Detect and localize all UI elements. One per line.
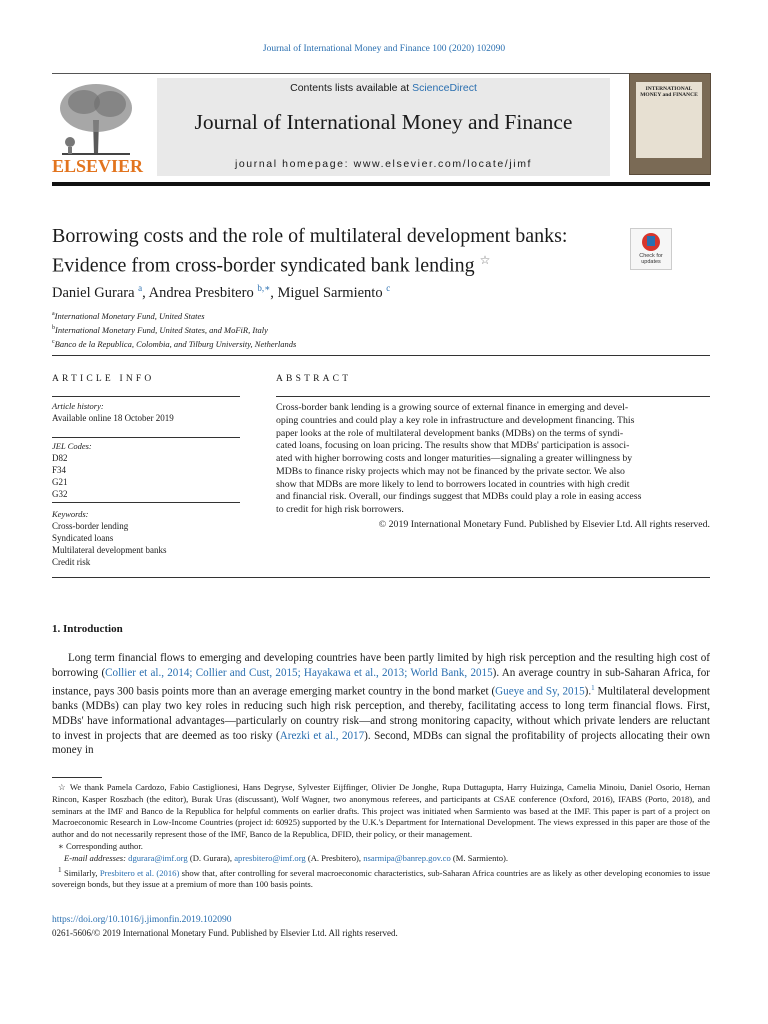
- elsevier-wordmark: ELSEVIER: [52, 156, 144, 176]
- header-top-rule: [52, 73, 710, 74]
- email-addresses: [52, 853, 710, 865]
- elsevier-logo[interactable]: [52, 78, 152, 178]
- abstract-line: and financial risk. Overall, our findings suggest that MDBs could play a role in easing access: [276, 491, 642, 503]
- body-text: ). An average country in sub-Saharan Africa, for instance, pays 300 basis points more than an average emerging market country in the bond market (: [52, 666, 710, 698]
- body-text: ). Second, MDBs can signal the profitability of projects allocating their own money in: [52, 729, 711, 757]
- email-link[interactable]: apresbitero@imf.org: [234, 852, 306, 863]
- footnote-corresponding: [52, 841, 710, 853]
- jel-heading: JEL Codes:: [52, 441, 92, 451]
- citation-link[interactable]: Collier et al., 2014; Collier and Cust, 2015; Hayakawa et al., 2013; World Bank, 2015: [105, 666, 493, 679]
- email-owner: (A. Presbitero),: [305, 852, 364, 863]
- journal-cover-thumbnail[interactable]: [629, 73, 711, 175]
- issn-copyright: 0261-5606/© 2019 International Monetary Fund. Published by Elsevier Ltd. All rights reserved.: [52, 928, 398, 938]
- divider: [52, 355, 710, 356]
- abstract-line: cated loans, focusing on loan pricing. The results show that MDBs' participation is associ-: [276, 440, 630, 452]
- abstract-body: [276, 402, 710, 517]
- footnote-mark: ∗: [58, 840, 64, 851]
- footnote-mark: 1: [58, 865, 62, 874]
- affiliation-item: [52, 308, 296, 322]
- contents-line: [157, 82, 610, 94]
- email-link[interactable]: nsarmipa@banrep.gov.co: [363, 852, 451, 863]
- jel-code: G21: [52, 477, 68, 487]
- author-affiliation-mark[interactable]: a: [138, 283, 143, 293]
- affiliation-text: International Monetary Fund, United States: [54, 310, 205, 321]
- author-affiliation-mark[interactable]: b,∗: [257, 283, 271, 293]
- journal-title: Journal of International Money and Finance: [194, 110, 573, 134]
- email-link[interactable]: dgurara@imf.org: [128, 852, 188, 863]
- history-date: Available online 18 October 2019: [52, 413, 174, 423]
- journal-homepage[interactable]: journal homepage: www.elsevier.com/locate/jimf: [234, 158, 533, 170]
- abstract-copyright: © 2019 International Monetary Fund. Published by Elsevier Ltd. All rights reserved.: [378, 519, 710, 530]
- jel-code: D82: [52, 453, 68, 463]
- divider: [52, 502, 240, 503]
- affiliation-mark: b: [52, 324, 55, 331]
- abstract-label: ABSTRACT: [276, 374, 352, 384]
- affiliation-text: International Monetary Fund, United States, and MoFiR, Italy: [55, 324, 268, 335]
- article-history: [52, 400, 242, 424]
- footnote-text: show that, after controlling for several macroeconomic characteristics, sub-Saharan Africa countries are as likely as other developing economies to issue sovereign bonds, but they issue at a premium of more than 100 basis points.: [52, 867, 711, 890]
- affiliation-item: [52, 336, 296, 350]
- check-for-updates-badge[interactable]: [630, 228, 672, 270]
- abstract-line: paper looks at the role of multilateral development banks (MDBs) on the terms of syndi-: [276, 427, 624, 439]
- divider: [52, 577, 710, 578]
- citation-link[interactable]: Gueye and Sy, 2015: [495, 685, 585, 698]
- paragraph: [52, 651, 710, 758]
- keywords: [52, 508, 242, 568]
- author-name: Miguel Sarmiento: [277, 284, 383, 301]
- author-list: Daniel Gurara $^a$, Andrea Presbitero $^{b,∗}$, Miguel Sarmiento $^c$: [52, 283, 391, 301]
- author-name: Daniel Gurara: [52, 284, 135, 301]
- email-owner: (M. Sarmiento).: [450, 852, 509, 863]
- body-text: Multilateral development banks (MDBs) can play two key roles in reducing such high risk perception, and thereby, facilitating access to long term financial flows. First, MDBs' have informational advantages—particularly on country risk—and strong monitoring capacity, without which private lenders are reluctant to invest in projects that are deemed as too risky (: [52, 685, 711, 742]
- abstract-line: show that MDBs are more likely to lend to borrowers located in countries with high credit: [276, 478, 630, 490]
- footnote-rule: [52, 777, 102, 778]
- footnote-star: [52, 782, 710, 841]
- doi-link[interactable]: https://doi.org/10.1016/j.jimonfin.2019.102090: [52, 915, 232, 925]
- body-text: Long term financial flows to emerging and developing countries have been partly limited by high risk perception and the resulting high cost of borrowing (: [52, 652, 710, 679]
- jel-codes: [52, 440, 242, 500]
- keyword: Credit risk: [52, 557, 91, 567]
- header-bottom-rule: [52, 182, 710, 186]
- divider: [52, 437, 240, 438]
- keywords-heading: Keywords:: [52, 509, 89, 519]
- abstract-line: ated with higher borrowing costs and longer maturities—signaling a greater willingness by: [276, 453, 633, 464]
- keyword: Multilateral development banks: [52, 545, 167, 555]
- footnote-text: We thank Pamela Cardozo, Fabio Castiglionesi, Hans Degryse, Sylvester Eijffinger, Olivier De Jonghe, Rupa Duttagupta, Harry Huizinga, Camelia Minoiu, Daniel Osorio, Hernan Rincon, Kasper Roszbach (the editor), Burak Uras (discussant), Wolf Wagner, two anonymous referees, and participants at CSAE conference (Oxford, 2016), IFABS (Porto, 2018), and seminars at the IMF and Banco de la Republica for helpful comments on earlier drafts. This project was initiated when Sarmiento was based at the IMF. This paper is part of a project on Macroeconomic Research in Low-Income Countries (project id: 60925) supported by the U.K.'s Department for International Development. The views expressed in this paper are those of the author and do not necessarily represent those of the IMF, Banco de la Republica, DFID, their policy, or their management.: [52, 782, 710, 840]
- sciencedirect-link[interactable]: ScienceDirect: [412, 82, 477, 94]
- footnote-text: Similarly,: [63, 867, 100, 878]
- bookmark-icon: [647, 236, 655, 246]
- jel-code: F34: [52, 465, 67, 475]
- abstract-line: to credit for high risk borrowers.: [276, 504, 404, 515]
- author-affiliation-mark[interactable]: c: [386, 283, 391, 293]
- author-name: Andrea Presbitero: [148, 284, 254, 301]
- footnotes: [52, 782, 710, 891]
- citation-link[interactable]: Arezki et al., 2017: [279, 729, 365, 742]
- introduction-paragraph: [52, 651, 710, 758]
- history-heading: Article history:: [52, 401, 104, 411]
- jel-code: G32: [52, 489, 68, 499]
- affiliation-list: [52, 308, 296, 349]
- body-text: ).: [584, 685, 592, 698]
- abstract-line: MDBs to finance risky projects which may not be financed by the private sector. We also: [276, 465, 625, 477]
- divider: [52, 396, 240, 397]
- contents-prefix: Contents lists available at: [290, 82, 413, 94]
- title-footnote-star[interactable]: ☆: [479, 253, 491, 267]
- cover-title: INTERNATIONAL MONEY and FINANCE: [640, 86, 698, 98]
- affiliation-text: Banco de la Republica, Colombia, and Tilburg University, Netherlands: [54, 338, 297, 349]
- footnote-mark[interactable]: 1: [591, 683, 595, 692]
- abstract-line: oping countries and could play a key role in infrastructure and development financing. This: [276, 414, 635, 426]
- footnote-1: [52, 865, 710, 891]
- article-title-text: Borrowing costs and the role of multilateral development banks: Evidence from cross-border syndicated bank lending: [52, 225, 568, 277]
- article-info-label: ARTICLE INFO: [52, 374, 155, 384]
- footnote-mark: ☆: [58, 782, 67, 792]
- affiliation-mark: c: [52, 338, 55, 345]
- abstract-line: Cross-border bank lending is a growing source of external finance in emerging and devel-: [276, 402, 629, 413]
- check-updates-label: Check for updates: [639, 253, 663, 265]
- affiliation-item: [52, 322, 296, 336]
- email-label: E-mail addresses:: [64, 852, 126, 863]
- footnote-text: Corresponding author.: [66, 840, 143, 851]
- keyword: Syndicated loans: [52, 533, 114, 543]
- article-title: [52, 224, 612, 278]
- divider: [276, 396, 710, 397]
- keyword: Cross-border lending: [52, 521, 129, 531]
- citation-link[interactable]: Presbitero et al. (2016): [99, 867, 180, 878]
- affiliation-mark: a: [52, 311, 55, 317]
- email-owner: (D. Gurara),: [187, 852, 235, 863]
- journal-citation-link[interactable]: Journal of International Money and Finance 100 (2020) 102090: [262, 44, 506, 54]
- elsevier-tree-icon: [54, 80, 138, 156]
- section-heading: 1. Introduction: [52, 623, 123, 635]
